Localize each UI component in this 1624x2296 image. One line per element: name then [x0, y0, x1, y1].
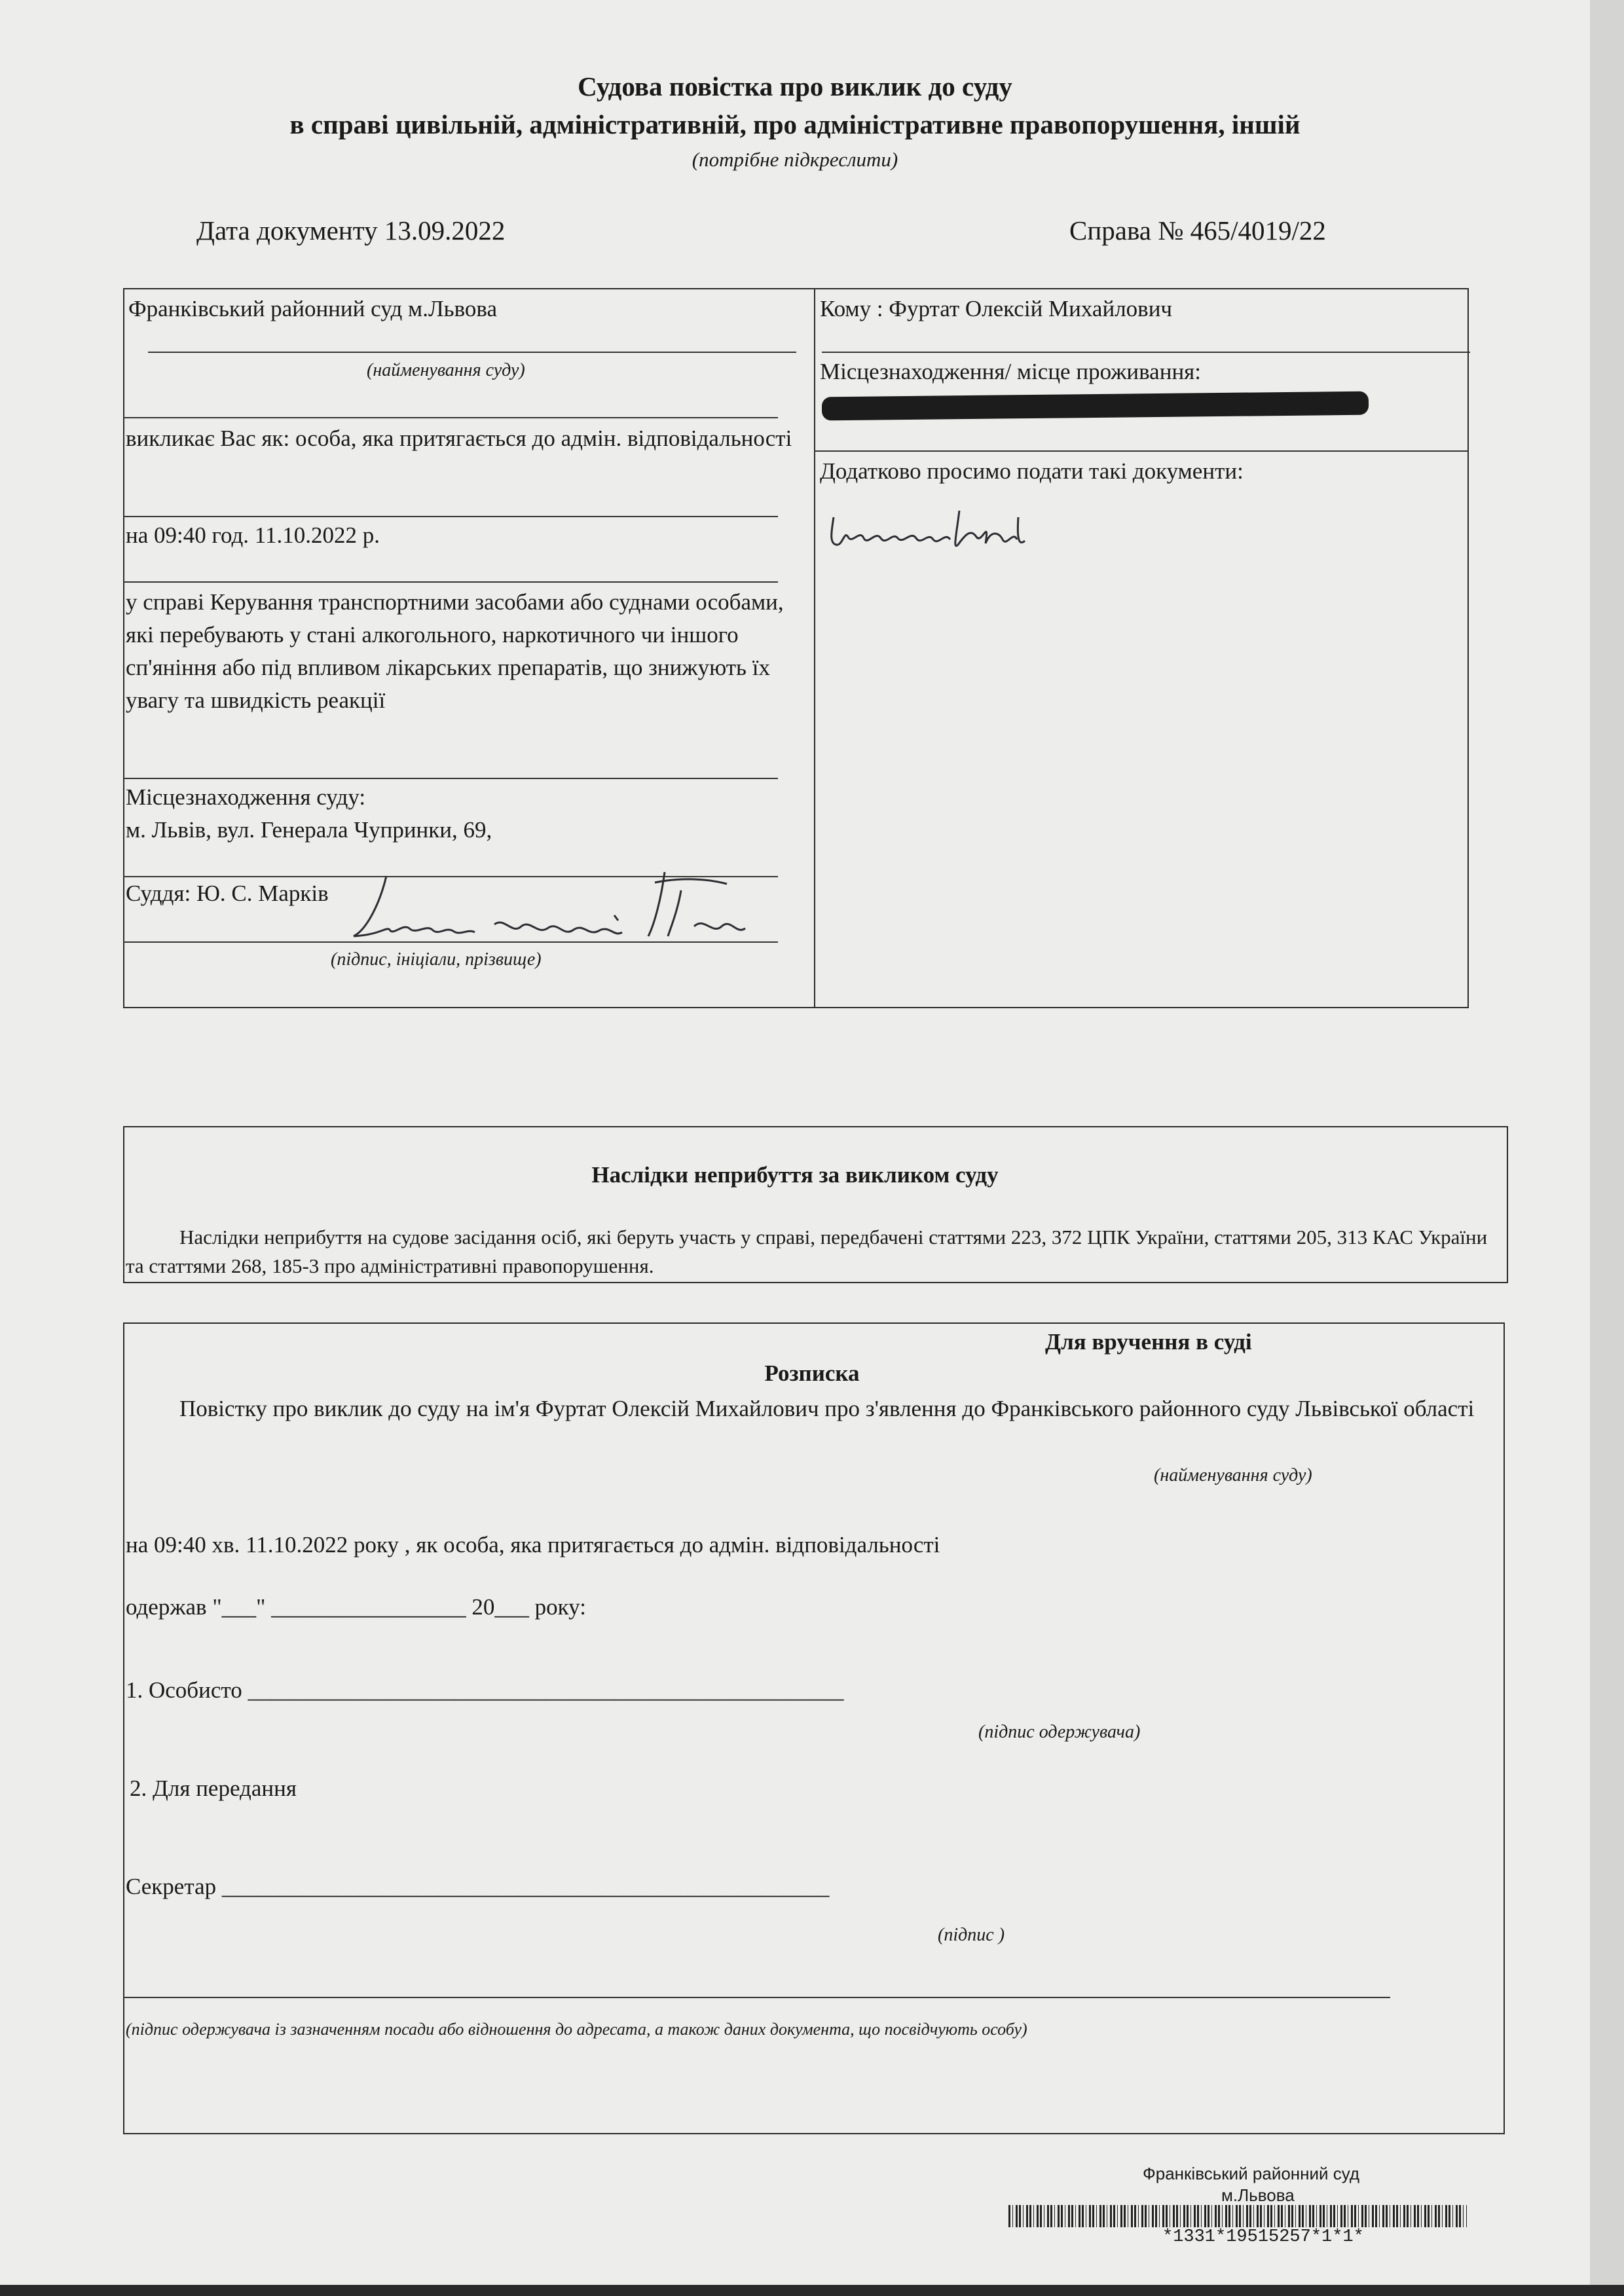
rule — [123, 417, 778, 418]
for-court-label: Для вручення в суді — [1045, 1329, 1252, 1355]
handwritten-note — [822, 498, 1058, 563]
court-location: м. Львів, вул. Генерала Чупринки, 69, — [126, 817, 492, 843]
rule — [148, 352, 796, 353]
court-location-label: Місцезнаходження суду: — [126, 784, 366, 810]
receipt-heading: Розписка — [764, 1360, 860, 1386]
document-date: Дата документу 13.09.2022 — [196, 215, 506, 246]
receipt-time: на 09:40 хв. 11.10.2022 року , як особа, яка притягається до адмін. відповідальності — [126, 1532, 940, 1558]
scan-bottom-edge — [0, 2285, 1624, 2296]
hearing-time: на 09:40 год. 11.10.2022 р. — [126, 522, 380, 548]
stamp-court-line1: Франківський районний суд — [1143, 2164, 1360, 2183]
scan-edge — [1590, 0, 1624, 2296]
rule — [822, 352, 1470, 353]
barcode-number: *1331*19515257*1*1* — [1162, 2227, 1364, 2247]
received-date-line: одержав "___" _________________ 20___ року: — [126, 1594, 586, 1620]
stamp-court-line2: м.Львова — [1221, 2185, 1295, 2205]
document-title: Судова повістка про виклик до суду — [578, 71, 1012, 101]
for-transfer: 2. Для передання — [130, 1776, 297, 1801]
personally-line: 1. Особисто ____________________________________________________ — [126, 1677, 844, 1703]
rule — [123, 581, 778, 583]
residence-label: Місцезнаходження/ місце проживання: — [820, 359, 1201, 384]
recipient: Кому : Фуртат Олексій Михайлович — [820, 296, 1173, 321]
judge-signature — [341, 864, 760, 962]
extra-docs-label: Додатково просимо подати такі документи: — [820, 458, 1244, 484]
court-name: Франківський районний суд м.Львова — [128, 296, 498, 321]
consequences-heading: Наслідки неприбуття за викликом суду — [591, 1162, 999, 1188]
rule — [814, 450, 1469, 452]
judge-caption: (підпис, ініціали, прізвище) — [331, 949, 542, 970]
underline-note: (потрібне підкреслити) — [692, 148, 898, 171]
rule — [123, 778, 778, 779]
document-subtitle: в справі цивільній, адміністративній, про адміністративне правопорушення, іншій — [289, 109, 1301, 139]
rule — [123, 516, 778, 517]
case-number: Справа № 465/4019/22 — [1069, 215, 1326, 246]
secretary-caption: (підпис ) — [938, 1925, 1005, 1945]
receipt-court-caption: (найменування суду) — [1154, 1465, 1312, 1485]
personally-caption: (підпис одержувача) — [978, 1722, 1141, 1742]
judge: Суддя: Ю. С. Марків — [126, 881, 329, 906]
court-name-caption: (найменування суду) — [367, 360, 525, 380]
called-as: викликає Вас як: особа, яка притягається до адмін. відповідальності — [126, 426, 792, 451]
receipt-footer-caption: (підпис одержувача із зазначенням посади або відношення до адресата, а також даних документа, що посвідчують особу) — [126, 2020, 1027, 2039]
rule — [123, 1997, 1390, 1998]
barcode — [1008, 2205, 1467, 2227]
table-divider — [814, 288, 815, 1008]
case-subject: у справі Керування транспортними засобами або суднами особами, які перебувають у стані алкогольного, наркотичного чи іншого сп'яніння або під впливом лікарських препаратів, що знижують їх увагу та швидкість реакції — [126, 589, 784, 713]
receipt-text: Повістку про виклик до суду на ім'я Фуртат Олексій Михайлович про з'явлення до Франківського районного суду Львівської області — [179, 1396, 1475, 1421]
receipt-box — [123, 1322, 1505, 2134]
secretary-line: Секретар _____________________________________________________ — [126, 1874, 830, 1899]
consequences-text: Наслідки неприбуття на судове засідання осіб, які беруть участь у справі, передбачені статтями 223, 372 ЦПК України, статтями 205, 313 КАС України та статтями 268, 185-3 про адміністративні правопорушення. — [126, 1226, 1488, 1277]
